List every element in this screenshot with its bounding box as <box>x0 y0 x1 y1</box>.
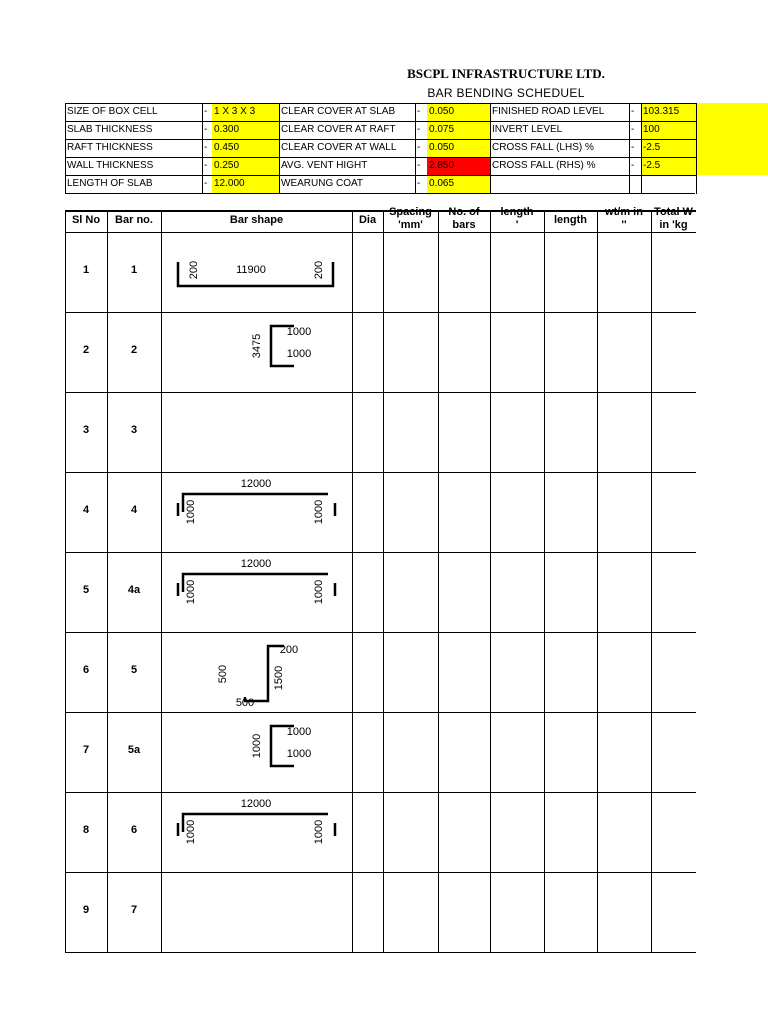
param-separator: - <box>204 160 208 171</box>
dimension-label: 1000 <box>286 747 312 760</box>
bar-shape-line <box>183 574 328 592</box>
bar-shape-drawing <box>161 712 352 792</box>
bar-shape-drawing <box>161 632 352 712</box>
serial-number: 1 <box>82 264 90 276</box>
bar-number: 3 <box>130 424 138 436</box>
param-value: 12.000 <box>212 175 279 193</box>
dimension-label: 12000 <box>240 797 272 810</box>
param-separator: - <box>631 106 635 117</box>
param-separator: - <box>204 142 208 153</box>
param-label: AVG. VENT HIGHT <box>281 160 368 171</box>
param-label: WEARUNG COAT <box>281 178 364 189</box>
dimension-label: 500 <box>235 696 255 709</box>
dimension-label: 1500 <box>272 665 285 691</box>
column-header-line1: wt/m in <box>605 206 643 218</box>
param-label: LENGTH OF SLAB <box>67 178 153 189</box>
column-header-line2: '' <box>621 219 627 231</box>
serial-number: 5 <box>82 584 90 596</box>
param-value: 0.050 <box>427 103 490 121</box>
bar-number: 7 <box>130 904 138 916</box>
bar-number: 4 <box>130 504 138 516</box>
column-header <box>438 206 490 232</box>
bar-number: 5 <box>130 664 138 676</box>
column-header <box>544 214 597 228</box>
column-header-line1: Total W <box>654 206 693 218</box>
param-value: 0.450 <box>212 139 279 157</box>
param-separator: - <box>631 124 635 135</box>
serial-number: 6 <box>82 664 90 676</box>
serial-number: 3 <box>82 424 90 436</box>
param-value: 100 <box>641 121 696 139</box>
param-label: SIZE OF BOX CELL <box>67 106 158 117</box>
param-label: FINISHED ROAD LEVEL <box>492 106 605 117</box>
column-header <box>651 206 696 232</box>
param-separator: - <box>417 160 421 171</box>
param-value: 1 X 3 X 3 <box>212 103 279 121</box>
column-header <box>161 214 352 228</box>
bar-shape-drawing <box>161 552 352 632</box>
param-value: 0.050 <box>427 139 490 157</box>
dimension-label: 1000 <box>286 325 312 338</box>
dimension-label: 1000 <box>184 819 197 845</box>
column-header-line1: length <box>554 214 587 226</box>
param-label: CLEAR COVER AT SLAB <box>281 106 396 117</box>
bar-shape-line <box>183 494 328 512</box>
param-separator: - <box>204 178 208 189</box>
dimension-label: 200 <box>312 260 325 280</box>
bar-shape-drawing <box>161 232 352 312</box>
param-separator: - <box>204 106 208 117</box>
param-label: RAFT THICKNESS <box>67 142 153 153</box>
dimension-label: 1000 <box>286 725 312 738</box>
serial-number: 9 <box>82 904 90 916</box>
column-header <box>107 214 161 228</box>
param-label: SLAB THICKNESS <box>67 124 153 135</box>
dimension-label: 1000 <box>250 733 263 759</box>
bar-number: 2 <box>130 344 138 356</box>
column-header-line1: Bar no. <box>115 214 153 226</box>
serial-number: 2 <box>82 344 90 356</box>
column-header-line1: Dia <box>358 214 377 226</box>
bar-number: 4a <box>127 584 141 596</box>
company-name: BSCPL INFRASTRUCTURE LTD. <box>407 66 605 81</box>
param-value <box>641 175 696 193</box>
column-header-line2: in 'kg <box>659 219 688 231</box>
column-header-line2: ' <box>515 219 519 231</box>
dimension-label: 1000 <box>312 579 325 605</box>
dimension-label: 1000 <box>312 499 325 525</box>
param-label: CLEAR COVER AT RAFT <box>281 124 396 135</box>
column-header-line1: length <box>500 206 534 218</box>
param-separator: - <box>417 178 421 189</box>
serial-number: 4 <box>82 504 90 516</box>
param-label: INVERT LEVEL <box>492 124 563 135</box>
serial-number: 7 <box>82 744 90 756</box>
bar-shape-drawing <box>161 312 352 392</box>
param-value: -2.5 <box>641 139 696 157</box>
param-value: 0.300 <box>212 121 279 139</box>
param-value: 0.075 <box>427 121 490 139</box>
param-separator: - <box>204 124 208 135</box>
bar-number: 5a <box>127 744 141 756</box>
column-header-line2: 'mm' <box>398 219 423 231</box>
param-separator: - <box>417 124 421 135</box>
dimension-label: 200 <box>279 643 299 656</box>
column-header-line2: bars <box>452 219 476 231</box>
dimension-label: 500 <box>216 664 229 684</box>
column-header <box>65 214 107 228</box>
column-header <box>383 206 438 232</box>
bar-number: 6 <box>130 824 138 836</box>
bar-shape-drawing <box>161 872 352 952</box>
param-value: 0.065 <box>427 175 490 193</box>
column-header-line1: Spacing <box>389 206 432 218</box>
param-label: WALL THICKNESS <box>67 160 154 171</box>
dimension-label: 1000 <box>184 579 197 605</box>
param-value: -2.5 <box>641 157 696 175</box>
dimension-label: 3475 <box>250 333 263 359</box>
sheet-subtitle: BAR BENDING SCHEDUEL <box>427 86 585 100</box>
param-label: CLEAR COVER AT WALL <box>281 142 397 153</box>
column-header <box>352 214 383 228</box>
column-header-line1: Sl No <box>71 214 101 226</box>
serial-number: 8 <box>82 824 90 836</box>
bar-shape-drawing <box>161 792 352 872</box>
dimension-label: 12000 <box>240 477 272 490</box>
bar-shape-drawing <box>161 472 352 552</box>
column-header-line1: Bar shape <box>229 214 284 226</box>
column-header-line1: No. of <box>448 206 480 218</box>
bar-shape-line <box>183 814 328 832</box>
column-header <box>597 206 651 232</box>
dimension-label: 200 <box>187 260 200 280</box>
dimension-label: 1000 <box>286 347 312 360</box>
param-separator <box>629 175 641 193</box>
dimension-label: 1000 <box>184 499 197 525</box>
dimension-label: 12000 <box>240 557 272 570</box>
param-value: 2.850 <box>427 157 490 175</box>
param-label: CROSS FALL (RHS) % <box>492 160 596 171</box>
param-label: CROSS FALL (LHS) % <box>492 142 594 153</box>
param-label <box>490 175 629 193</box>
param-separator: - <box>417 106 421 117</box>
dimension-label: 1000 <box>312 819 325 845</box>
param-separator: - <box>417 142 421 153</box>
param-value: 0.250 <box>212 157 279 175</box>
column-header <box>490 206 544 232</box>
param-value: 103.315 <box>641 103 696 121</box>
param-separator: - <box>631 160 635 171</box>
bar-number: 1 <box>130 264 138 276</box>
dimension-label: 11900 <box>236 263 266 276</box>
param-separator: - <box>631 142 635 153</box>
bar-shape-drawing <box>161 392 352 472</box>
